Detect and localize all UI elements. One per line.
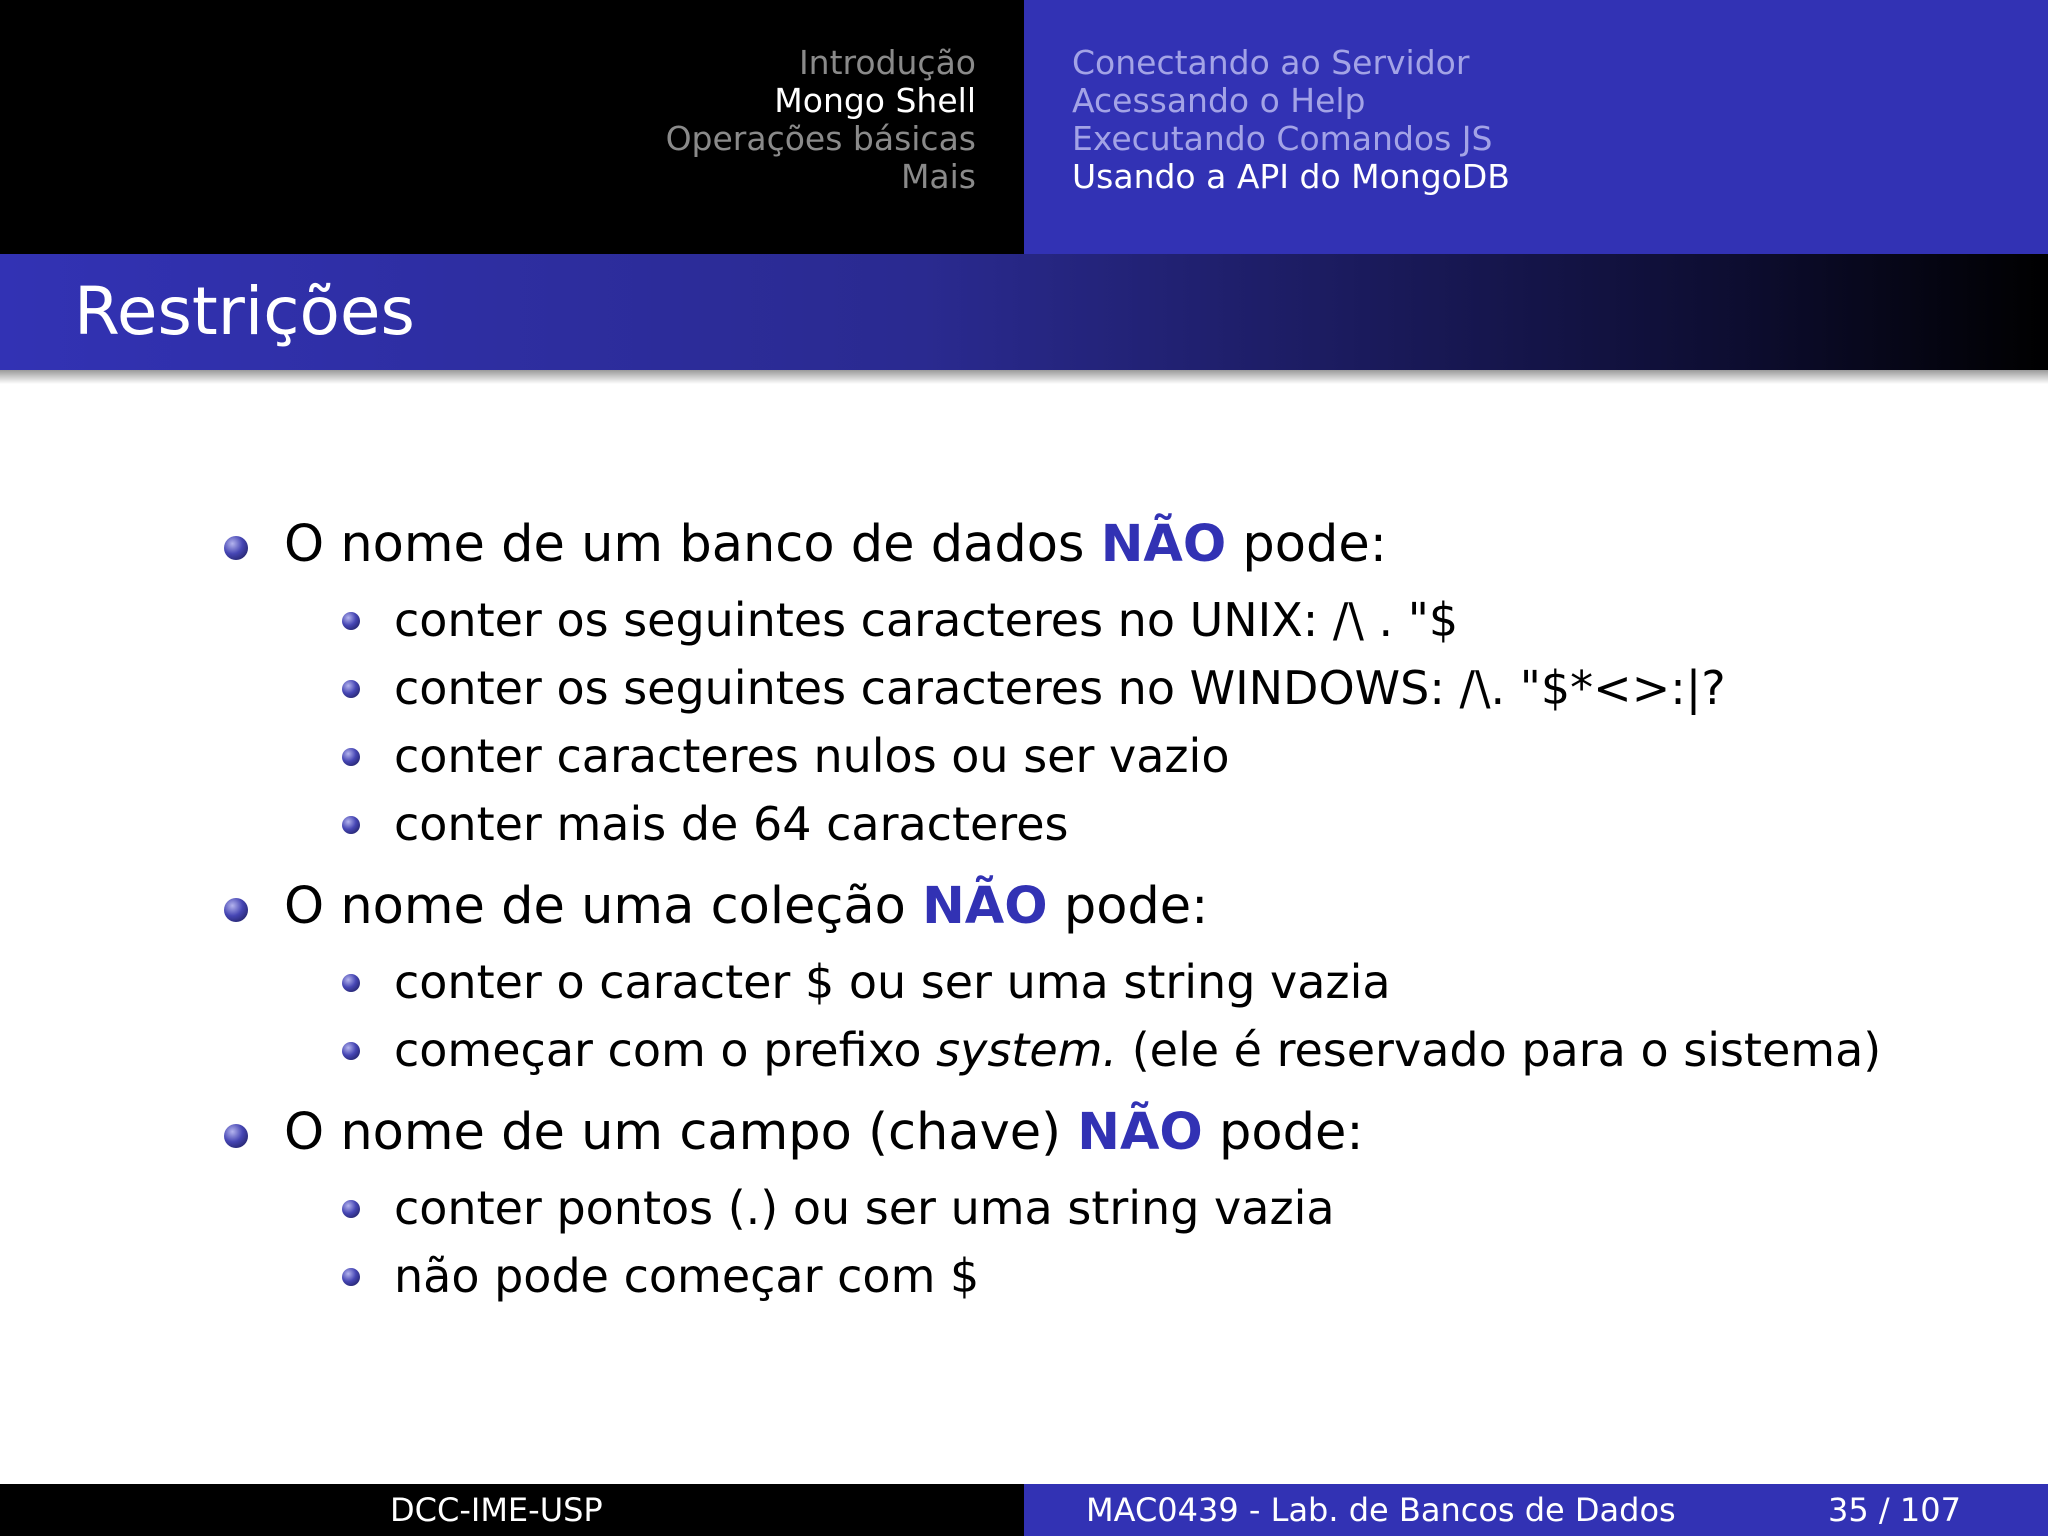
sublist-item xyxy=(342,1016,2000,1084)
sublist-item xyxy=(342,586,2000,654)
footer-right xyxy=(1024,1484,2048,1536)
item-text-after: pode: xyxy=(1242,515,1387,574)
sublist-item-text: conter mais de 64 caracteres xyxy=(394,797,1069,851)
bullet-ball-icon xyxy=(342,816,360,834)
sublist-item-text: conter caracteres nulos ou ser vazio xyxy=(394,729,1230,783)
item-text-after: pode: xyxy=(1219,1103,1364,1162)
section-link-mongo-shell[interactable]: Mongo Shell xyxy=(774,81,976,120)
item-text-before: O nome de uma coleção xyxy=(284,877,906,936)
bullet-ball-icon xyxy=(342,612,360,630)
bullet-ball-icon xyxy=(342,1200,360,1218)
section-list xyxy=(666,44,976,196)
sublist-item xyxy=(342,790,2000,858)
sublist-item xyxy=(342,722,2000,790)
sublist-item-text: conter pontos (.) ou ser uma string vazia xyxy=(394,1181,1335,1235)
nav-sections-panel xyxy=(0,0,1024,254)
bullet-ball-icon xyxy=(224,898,248,922)
sublist-item xyxy=(342,1242,2000,1310)
footer-course: MAC0439 - Lab. de Bancos de Dados xyxy=(1086,1491,1676,1529)
item-text-after: pode: xyxy=(1063,877,1209,936)
bullet-ball-icon xyxy=(342,680,360,698)
bullet-ball-icon xyxy=(224,1124,248,1148)
subsection-link-help[interactable]: Acessando o Help xyxy=(1072,81,1366,120)
item-text-before: O nome de um campo (chave) xyxy=(284,1103,1062,1162)
bullet-ball-icon xyxy=(224,536,248,560)
restrictions-list xyxy=(220,508,2000,1310)
item-emphasis: NÃO xyxy=(922,877,1048,936)
sublist-item-text: conter os seguintes caracteres no WINDOWS: /\. "$*<>:|? xyxy=(394,661,1726,715)
nav-subsections-panel xyxy=(1024,0,2048,254)
list-item-text xyxy=(220,870,2000,944)
sublist-item-text: conter os seguintes caracteres no UNIX: /\ . "$ xyxy=(394,593,1459,647)
frame-title-bar xyxy=(0,254,2048,370)
bullet-ball-icon xyxy=(342,1268,360,1286)
section-link-operacoes-basicas[interactable]: Operações básicas xyxy=(665,119,976,158)
subsection-link-api-mongodb[interactable]: Usando a API do MongoDB xyxy=(1072,157,1510,196)
footer-left xyxy=(0,1484,1024,1536)
section-link-mais[interactable]: Mais xyxy=(900,157,976,196)
sublist xyxy=(220,586,2000,858)
list-item-text xyxy=(220,1096,2000,1170)
sublist xyxy=(220,1174,2000,1310)
item-emphasis: NÃO xyxy=(1100,515,1227,574)
section-link-introducao[interactable]: Introdução xyxy=(798,43,976,82)
bullet-ball-icon xyxy=(342,748,360,766)
list-item-text xyxy=(220,508,2000,582)
list-item-field-name xyxy=(220,1096,2000,1310)
list-item-database-name xyxy=(220,508,2000,858)
sublist-item-text-before: começar com o prefixo xyxy=(394,1023,922,1077)
sublist-item-text: conter o caracter $ ou ser uma string vazia xyxy=(394,955,1391,1009)
footer-page-number[interactable]: 35 / 107 xyxy=(1828,1491,1961,1529)
subsection-link-conectando[interactable]: Conectando ao Servidor xyxy=(1072,43,1470,82)
item-text-before: O nome de um banco de dados xyxy=(284,515,1085,574)
footer-institution: DCC-IME-USP xyxy=(390,1491,603,1529)
sublist xyxy=(220,948,2000,1084)
sublist-item-text-after: (ele é reservado para o sistema) xyxy=(1131,1023,1882,1077)
sublist-item xyxy=(342,948,2000,1016)
subsection-link-comandos-js[interactable]: Executando Comandos JS xyxy=(1072,119,1493,158)
sublist-item xyxy=(342,1174,2000,1242)
bullet-ball-icon xyxy=(342,1042,360,1060)
sublist-item-text: não pode começar com $ xyxy=(394,1249,980,1303)
sublist-item xyxy=(342,654,2000,722)
bullet-ball-icon xyxy=(342,974,360,992)
list-item-collection-name xyxy=(220,870,2000,1084)
subsection-list xyxy=(1072,44,1510,196)
frame-title: Restrições xyxy=(74,273,415,350)
item-emphasis: NÃO xyxy=(1077,1103,1203,1162)
sublist-item-italic: system. xyxy=(936,1023,1118,1077)
title-bar-shadow xyxy=(0,370,2048,384)
